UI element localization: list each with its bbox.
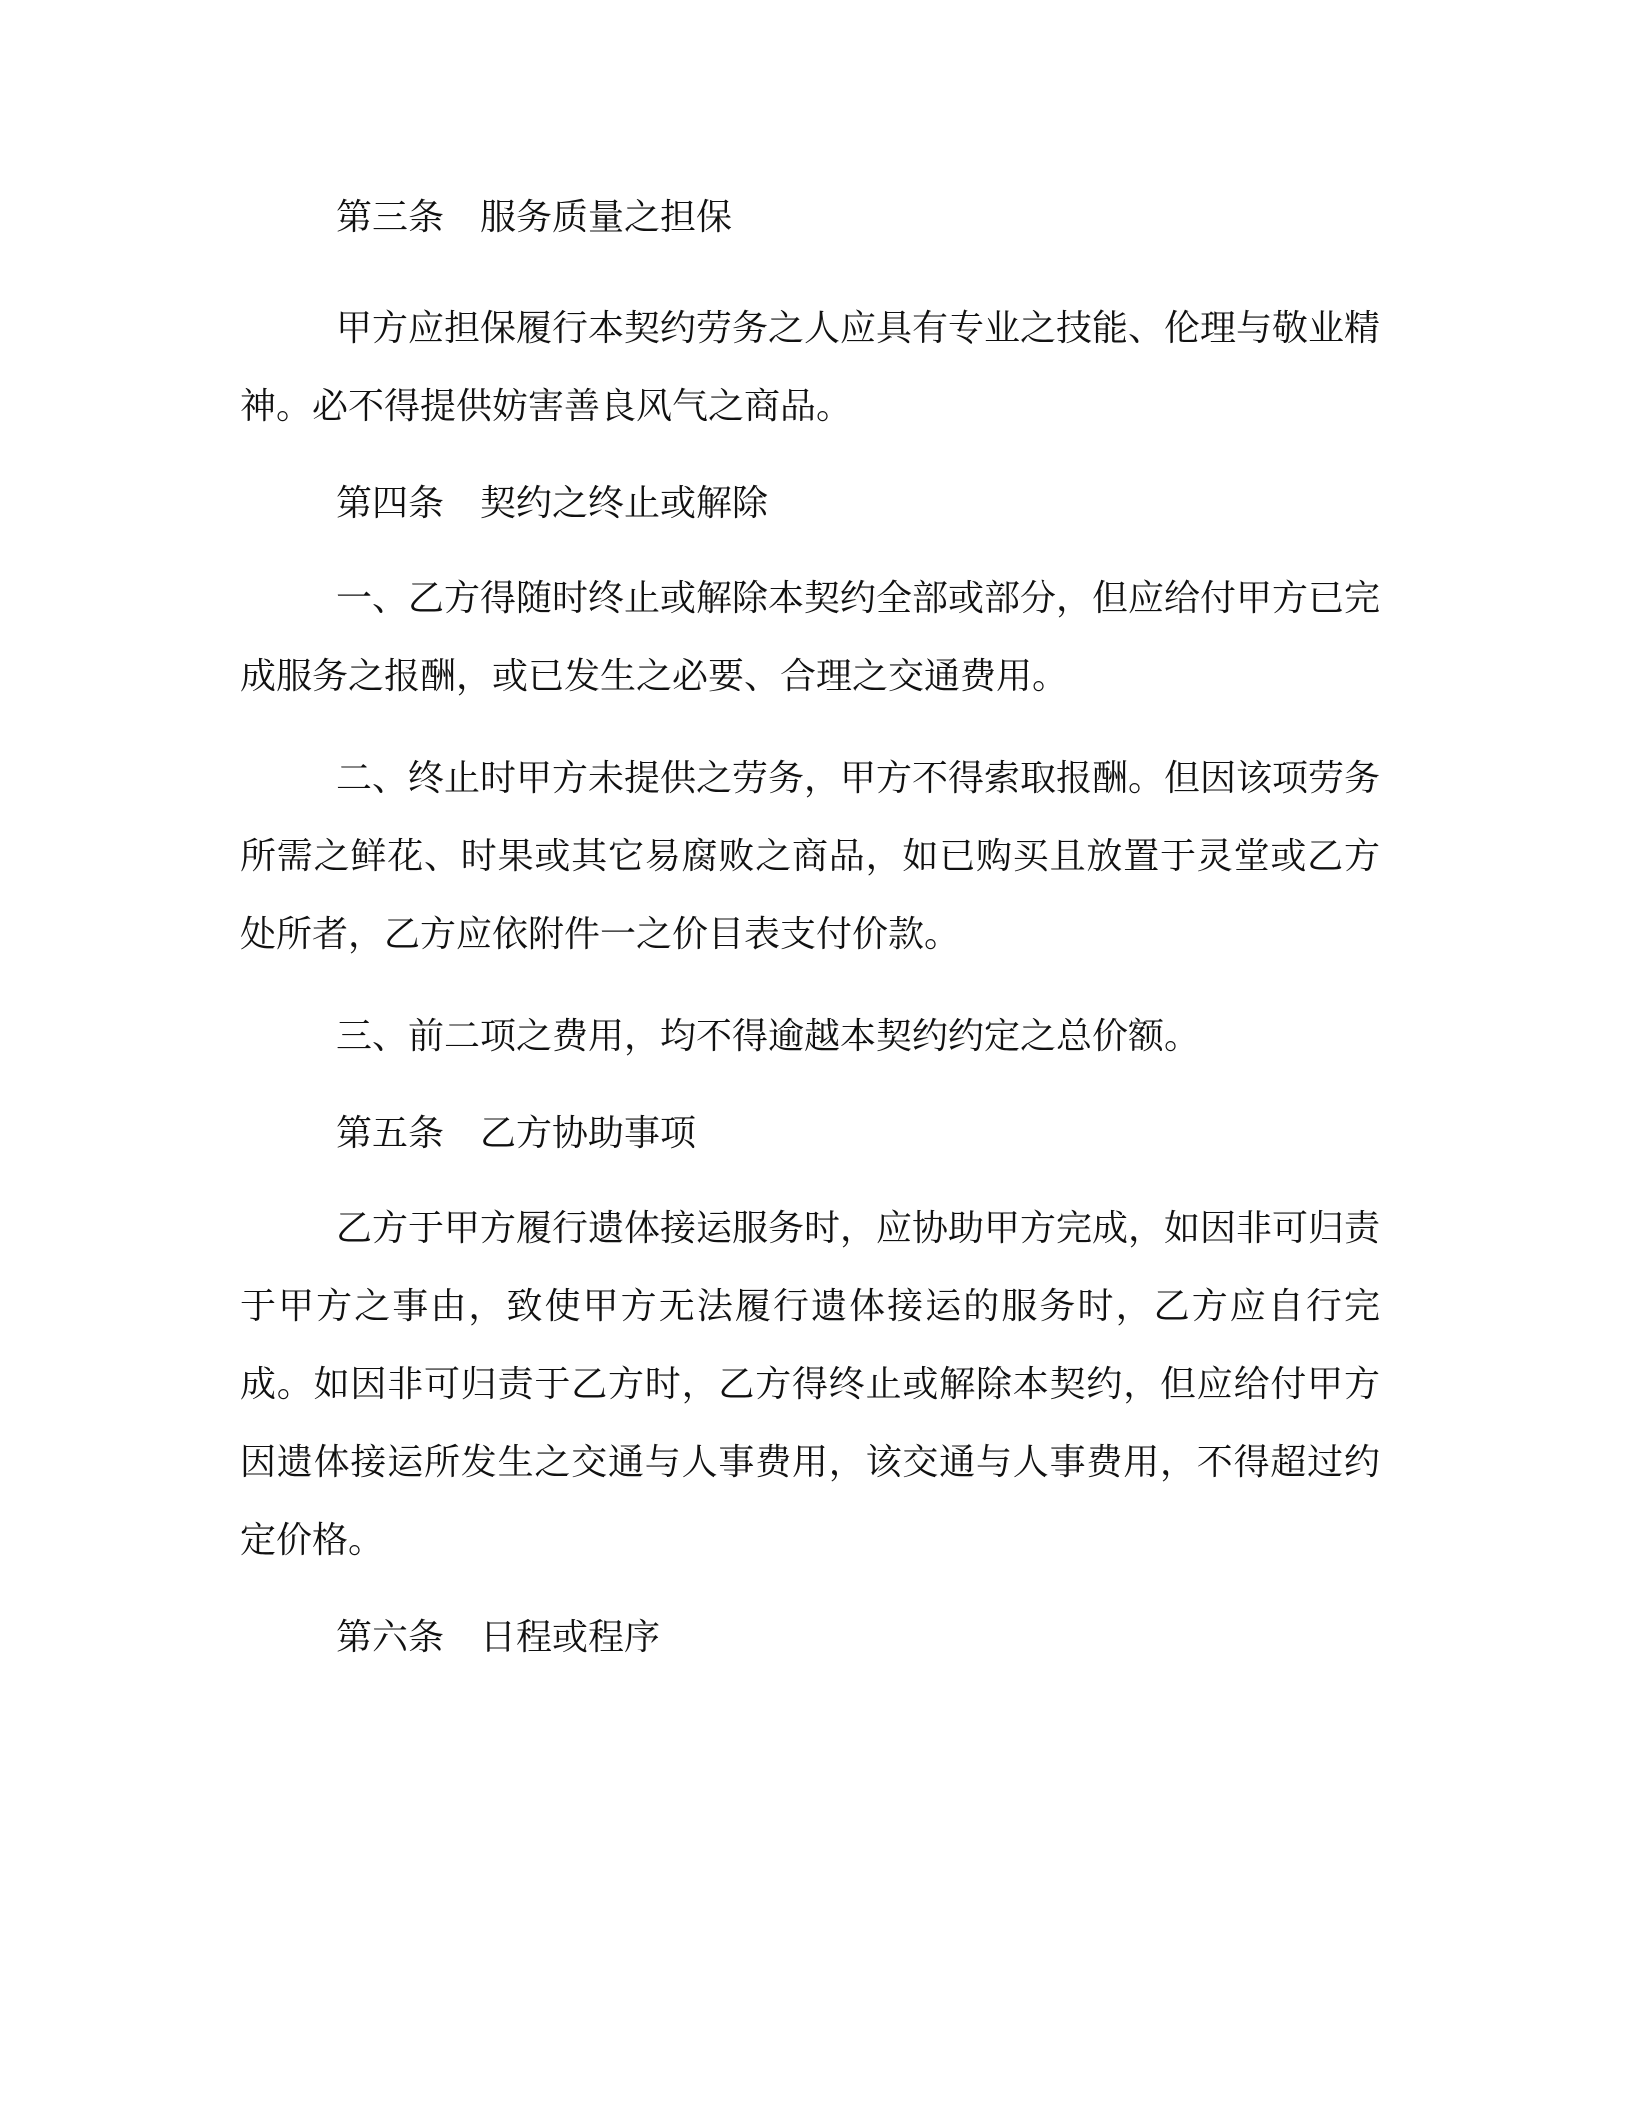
article-3-title: 服务质量之担保 — [480, 197, 733, 238]
article-3-paragraph-1: 甲方应担保履行本契约劳务之人应具有专业之技能、伦理与敬业精神。必不得提供妨害善良风气之商品。 — [240, 308, 1381, 427]
article-5-paragraph-1: 乙方于甲方履行遗体接运服务时，应协助甲方完成，如因非可归责于甲方之事由，致使甲方无法履行遗体接运的服务时，乙方应自行完成。如因非可归责于乙方时，乙方得终止或解除本契约，但应给付甲方因遗体接运所发生之交通与人事费用，该交通与人事费用，不得超过约定价格。 — [240, 1208, 1381, 1561]
article-4-title: 契约之终止或解除 — [480, 483, 769, 524]
article-4-number: 第四条 — [336, 483, 445, 524]
article-4-heading — [240, 472, 1380, 536]
article-5-heading — [240, 1102, 1380, 1166]
article-6-heading — [240, 1606, 1380, 1670]
article-3-number: 第三条 — [336, 197, 445, 238]
article-3-heading — [240, 186, 1380, 250]
article-6-number: 第六条 — [336, 1617, 445, 1658]
article-5-number: 第五条 — [336, 1113, 445, 1154]
document-body — [240, 186, 1380, 1670]
article-5-title: 乙方协助事项 — [480, 1113, 697, 1154]
article-4-paragraph-1: 一、乙方得随时终止或解除本契约全部或部分，但应给付甲方已完成服务之报酬，或已发生之必要、合理之交通费用。 — [240, 578, 1381, 697]
article-6-title: 日程或程序 — [480, 1617, 661, 1658]
article-4-paragraph-2: 二、终止时甲方未提供之劳务，甲方不得索取报酬。但因该项劳务所需之鲜花、时果或其它易腐败之商品，如已购买且放置于灵堂或乙方处所者，乙方应依附件一之价目表支付价款。 — [240, 758, 1381, 955]
article-4-paragraph-3: 三、前二项之费用，均不得逾越本契约约定之总价额。 — [336, 1016, 1201, 1057]
